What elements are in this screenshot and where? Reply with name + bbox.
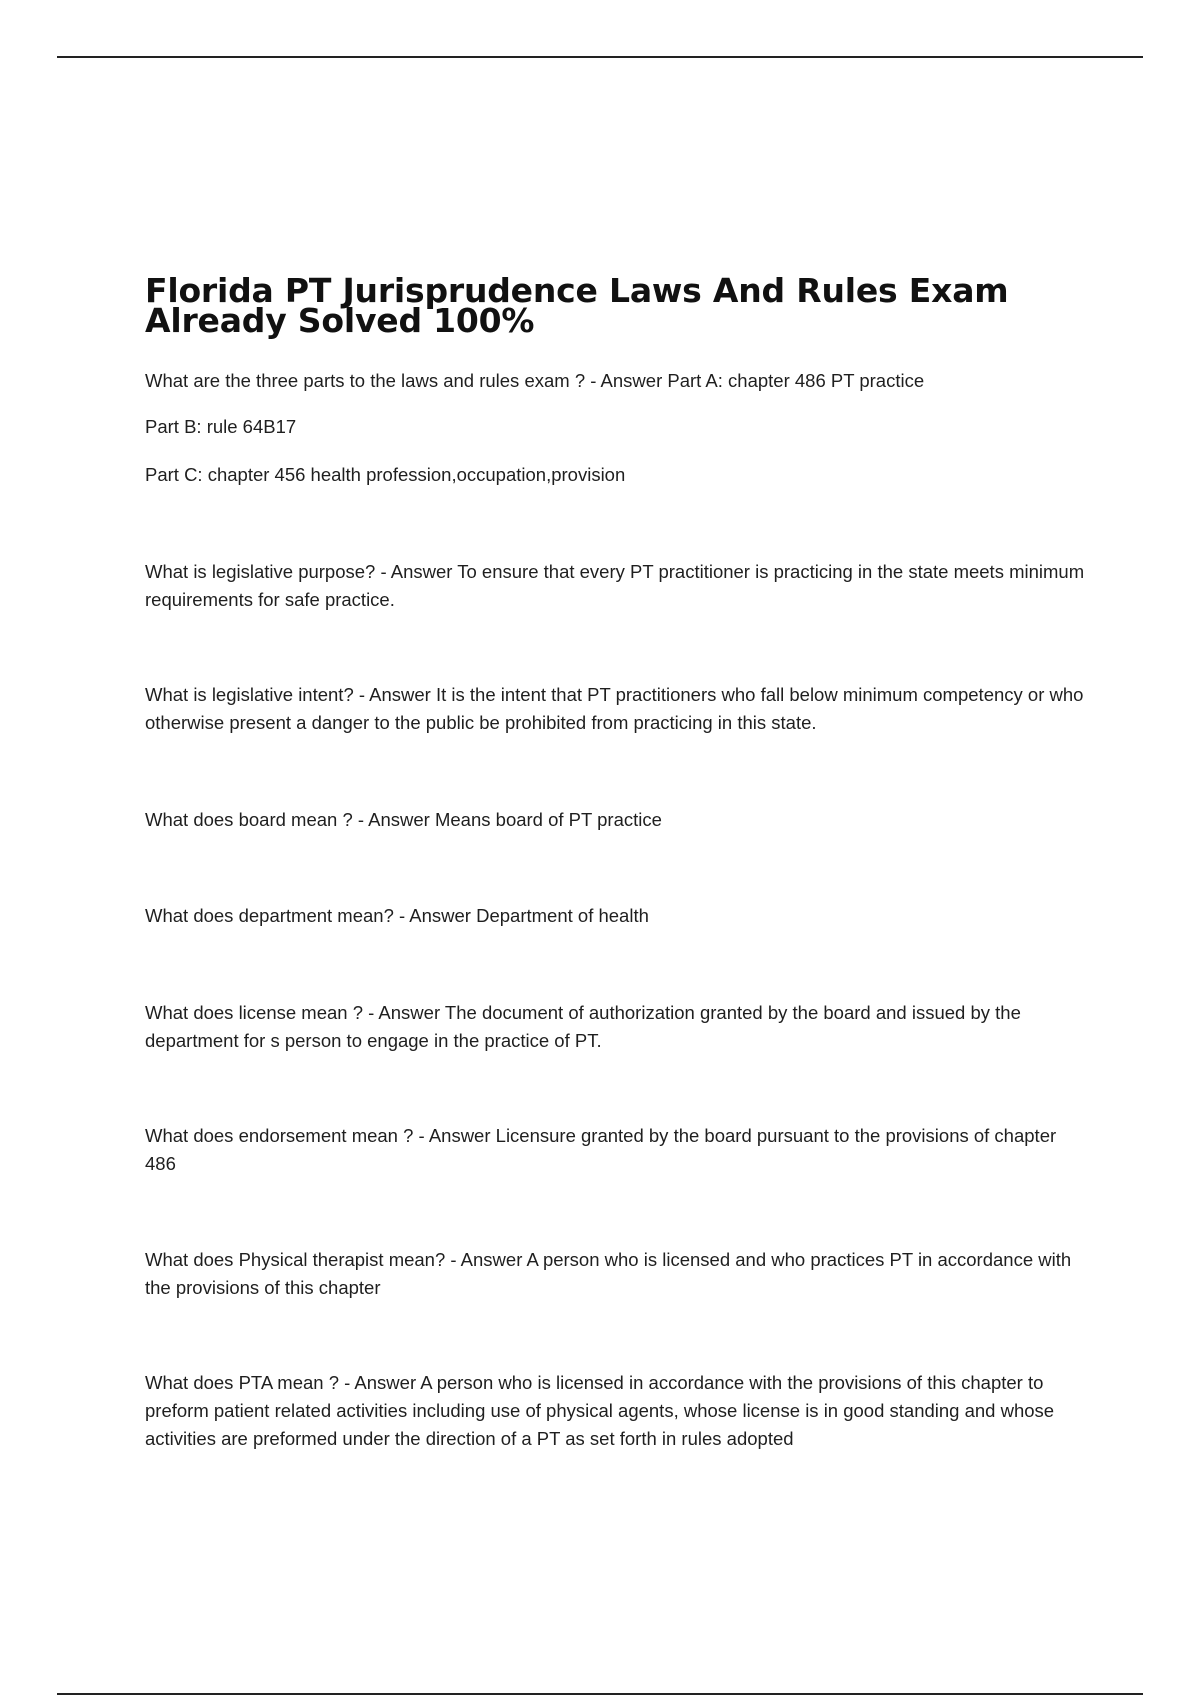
qa-paragraph: What does department mean? - Answer Department of health (145, 905, 649, 926)
qa-paragraph: What does Physical therapist mean? - Answer A person who is licensed and who practices PT in accordance with the provisions of this chapter (145, 1249, 1072, 1298)
qa-paragraph: Part C: chapter 456 health profession,occupation,provision (145, 464, 626, 485)
top-divider (57, 56, 1143, 58)
document-title: Florida PT Jurisprudence Laws And Rules Exam Already Solved 100% (145, 271, 1009, 340)
qa-paragraph: What does endorsement mean ? - Answer Licensure granted by the board pursuant to the provisions of chapter 486 (145, 1125, 1057, 1174)
qa-paragraph: What is legislative intent? - Answer It is the intent that PT practitioners who fall below minimum competency or who otherwise present a danger to the public be prohibited from practicing in this state. (145, 684, 1084, 733)
qa-paragraph: What are the three parts to the laws and rules exam ? - Answer Part A: chapter 486 PT practice (145, 370, 925, 391)
qa-paragraph: What does board mean ? - Answer Means board of PT practice (145, 809, 662, 830)
qa-paragraph: What does license mean ? - Answer The document of authorization granted by the board and issued by the department for s person to engage in the practice of PT. (145, 1002, 1021, 1051)
bottom-divider (57, 1693, 1143, 1695)
qa-paragraph: What is legislative purpose? - Answer To ensure that every PT practitioner is practicing in the state meets minimum requirements for safe practice. (145, 561, 1085, 610)
qa-paragraph: What does PTA mean ? - Answer A person who is licensed in accordance with the provisions of this chapter to preform patient related activities including use of physical agents, whose license is in good standing and whose activities are preformed under the direction of a PT as set forth in rules adopted (145, 1372, 1055, 1449)
qa-paragraph: Part B: rule 64B17 (145, 416, 297, 437)
